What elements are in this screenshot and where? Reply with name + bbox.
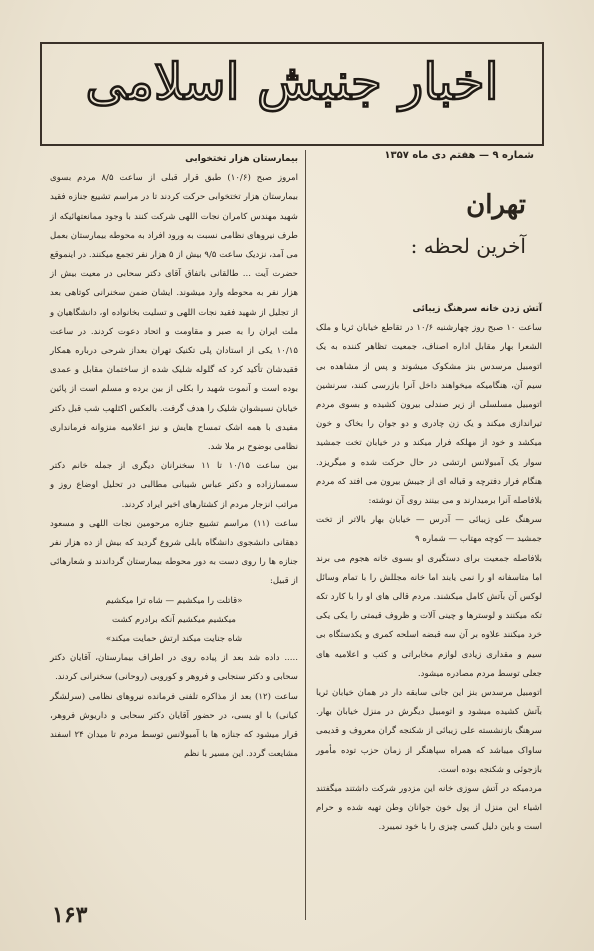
column-divider [305, 150, 306, 920]
left-column [50, 150, 298, 765]
issue-line: شماره ۹ — هفتم دی ماه ۱۳۵۷ [384, 150, 534, 161]
article-paragraph: بین ساعت ۱۰/۱۵ تا ۱۱ سخنرانان دیگری از جمله خانم دکتر سمساززاده و دکتر عباس شیبانی مطالبی در تحلیل اوضاع روز و مراتب انزجار مردم از کشتارهای اخیر ایراد کردند. [50, 461, 298, 510]
article-heading: آتش زدن خانه سرهنگ زیبائی [412, 304, 542, 314]
article-paragraph: ..... داده شد بعد از پیاده روی در اطراف بیمارستان، آقایان دکتر سحابی و دکتر سنجابی و فروهر و کوروبی (روحانی) سخنرانی کردند. [50, 653, 298, 683]
masthead [40, 42, 544, 146]
section-title: تهران [466, 190, 526, 220]
article-paragraph: امروز صبح (۱۰/۶) طبق قرار قبلی از ساعت ۸/۵ مردم بسوی بیمارستان هزار تختخوابی حرکت کردند تا در مراسم تشییع جنازه فقید شهید مهندس کامران نجات اللهی شرکت کنند با وجود ممانعتهائیکه از طرف نیروهای نظامی نسبت به ورود افراد به محوطه بیمارستان بعمل می آمد، نزدیک ساعت ۹/۵ بیش از ۵ هزار نفر تجمع میکنند. در اینموقع حضرت آیت ... طالقانی باتفاق آقای دکتر سحابی در معیت بیش از هزار نفر به محوطه وارد میشوند. ایشان ضمن سخنرانی کوتاهی بعد از تجلیل از شهید فقید نجات اللهی و تسلیت بخانواده او، دانشگاهیان و ملت ایران را به صبر و مقاومت و اتحاد دعوت کردند. در ساعت ۱۰/۱۵ یکی از استادان پلی تکنیک تهران بعداز شرحی درباره همکار فقیدشان تأکید کرد که گلوله شلیک شده از ساختمان مقابل و عمدی بوده است و آنموت شهید را بکلی از بین برده و مسلم است از پائین خیابان نسیشوان شلیک را هدف گرفت. بالعکس اکثلهب شب قبل دکتر مفیدی با همه اشک تمساح هایش و نیز اعلامیه منزوانه فرمانداری نظامی بوضوح بر ملا شد. [50, 173, 298, 453]
verse-line: میکشیم میکشیم آنکه برادرم کشت [112, 614, 236, 625]
verse-line: شاه جنایت میکند ارتش حمایت میکند» [105, 634, 243, 645]
article-heading: بیمارستان هزار تختخوابی [185, 154, 298, 164]
verse-line: «قاتلت را میکشیم — شاه ترا میکشیم [105, 595, 243, 606]
article-paragraph: مردمیکه در آتش سوزی خانه این مزدور شرکت داشتند میگفتند اشیاء این منزل از پول خون جوانان وطن تهیه شده و حرام است و باین دلیل کسی چیزی را با خود نمیبرد. [316, 784, 542, 833]
right-column [316, 300, 542, 838]
article-paragraph: بلافاصله جمعیت برای دستگیری او بسوی خانه هجوم می برند اما متاسفانه او را نمی یابند اما خانه مجللش را با تمام وسائل لوکس آن بآتش کامل میکشند. مردم قالی های او را با کارد تکه تکه میکنند و لوسترها و چینی آلات و ظروف قیمتی را یکی یکی خرد میکنند علاوه بر آن سه قبضه اسلحه کمری و یکدستگاه بی سیم و مقداری زیادی لوازم مخابراتی و کتب و اعلامیه های جعلی توسط مردم مصادره میشود. [316, 553, 542, 679]
article-paragraph: ساعت (۱۲) بعد از مذاکره تلفنی فرمانده نیروهای نظامی (سرلشگر کیانی) با او یسی، در حضور آقایان دکتر سحابی و داریوش فروهر، قرار میشود که جنازه ها با آمبولانس توسط مردم تا میدان ۲۴ اسفند مشایعت گردد. این مسیر با نظم [50, 691, 298, 760]
article-paragraph: ساعت (۱۱) مراسم تشییع جنازه مرحومین نجات اللهی و مسعود دهقانی دانشجوی دانشگاه بابلی شروع گردید که بیش از ده هزار نفر جنازه ها را روی دست به دور محوطه بیمارستان گرداندند و شعارهائی از قبیل: [50, 518, 298, 587]
subsection-title: آخرین لحظه : [410, 234, 526, 258]
page-number: ۱۶۳ [52, 902, 88, 928]
masthead-title: اخبار جنبش اسلامی [85, 52, 499, 111]
article-paragraph: سرهنگ علی زیبائی — آدرس — خیابان بهار بالاتر از تخت جمشید — کوچه مهتاب — شماره ۹ [316, 515, 542, 545]
article-paragraph: اتومبیل مرسدس بنز این جانی سابقه دار در همان خیابان ثریا بآتش کشیده میشود و اتومبیل دیگرش در منزل خیابان بهار. سرهنگ بازنشسته علی زیبائی از شکنجه گران معروف و قدیمی ساواک میباشد که همراه سپاهنگر از زمان حزب توده مأمور بازجوئی و شکنجه بوده است. [316, 688, 542, 775]
article-paragraph: ساعت ۱۰ صبح روز چهارشنبه ۱۰/۶ در تقاطع خیابان ثریا و ملک الشعرا بهار مقابل اداره اصناف، جمعیت تظاهر کننده به یک اتومبیل مرسدس بنز مشکوک میشوند و پس از مشاهده بی سیم آن، هنگامیکه میخواهند داخل آنرا بازرسی کنند، سرنشین اتومبیل مسلسلی از زیر صندلی بیرون کشیده و بسوی مردم تیراندازی میکند و یک زن چادری و دو جوان را بخاک و خون میکشد و خود از مهلکه فرار میکند و در خیابان تخت جمشید سوار یک آمبولانس ارتشی در حال حرکت شده و میگریزد. هنگام فرار دفترچه و قباله ای از جیبش بیرون می افتد که مردم بلافاصله آنرا برمیدارند و می بینند روی آن نوشته: [316, 323, 542, 507]
